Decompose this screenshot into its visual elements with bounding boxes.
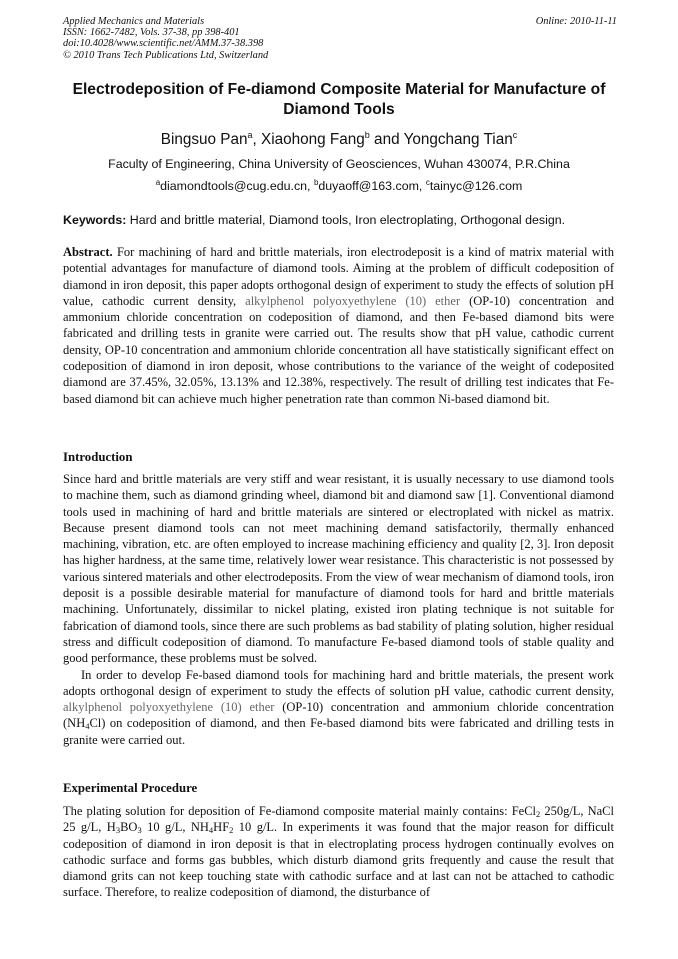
exp-text: The plating solution for deposition of Fe-diamond composite material mainly contains: FeCl (63, 804, 537, 818)
exp-text: 10 g/L, NH (141, 820, 209, 835)
author-2-mark: b (364, 130, 370, 140)
introduction-paragraph-1: Since hard and brittle materials are very stiff and wear resistant, it is usually necessary to use diamond tools to machine them, such as diamond grinding wheel, diamond bit and diamond saw [1]. Conventional diamond tools used in machining of hard and brittle materials are sintered or electroplated with nickel as matrix. Because present diamond tools can not meet machining demand satisfactorily, thermally enhanced machining, vibration, etc. are often employed to increase machining efficiency and quality [2, 3]. Iron deposit has higher hardness, at the same time, relatively lower wear resistance. This characteristic is not possessed by various sintered materials and other electrodeposits. From the view of wear mechanism of diamond tools, iron deposit is a possible desirable material for manufacture of diamond tools for hard and brittle materials machining. Unfortunately, dissimilar to nickel plating, existed iron plating technique is not suitable for fabrication of diamond tools, since there are such problems as bad stability of plating solution, higher residual stress and difficult codeposition of diamond. To manufacture Fe-based diamond tools of stable quality and good performance, these problems must be solved. (63, 472, 614, 666)
experimental-paragraph-1 (63, 803, 614, 901)
subscript: 3 (115, 825, 121, 836)
subscript: 4 (85, 721, 90, 732)
author-separator: and (369, 131, 404, 149)
experimental-heading: Experimental Procedure (63, 781, 198, 795)
paper-title: Electrodeposition of Fe-diamond Composite Material for Manufacture of Diamond Tools (72, 81, 606, 118)
abstract-text: (OP-10) concentration and ammonium chloride concentration on codeposition of diamond, and then Fe-based diamond bits were fabricated and drilling tests in granite were carried out. The results show that pH value, cathodic current density, OP-10 concentration and ammonium chloride concentration all have statistically significant effect on codeposition of diamond in iron deposit, whose contributions to the variance of the weight of codeposited diamond are 37.45%, 32.05%, 13.13% and 12.38%, respectively. The result of drilling test indicates that Fe-based diamond bit can achieve much higher penetration rate than common Ni-based diamond bit. (63, 293, 614, 406)
introduction-heading: Introduction (63, 450, 133, 464)
exp-text: BO (120, 820, 138, 835)
intro-highlight: alkylphenol polyoxyethylene (10) ether (63, 700, 275, 715)
exp-text: 10 g/L. In experiments it was found that the major reason for difficult codeposition of diamond in iron deposit is that in electroplating process hydrogen continually evolves on cathodic surface and forms gas bubbles, which disturb diamond grits frequently and cause the result that diamond grits can not keep touching state with cathodic surface and at last can not be attached to cathodic surface. Therefore, to realize codeposition of diamond, the disturbance of (63, 820, 614, 900)
author-3-mark: c (512, 130, 518, 140)
keywords (63, 213, 623, 227)
journal-name: Applied Mechanics and Materials (63, 16, 205, 27)
journal-header (63, 16, 617, 61)
email-a[interactable]: diamondtools@cug.edu.cn, (160, 179, 314, 194)
subscript: 4 (208, 825, 214, 836)
abstract (63, 244, 614, 407)
exp-text: HF (213, 820, 230, 835)
keywords-label: Keywords: (63, 213, 127, 227)
abstract-highlight: alkylphenol polyoxyethylene (10) ether (245, 293, 461, 308)
email-mark: a (155, 178, 161, 187)
author-list (40, 130, 638, 149)
subscript: 2 (536, 809, 541, 819)
introduction-paragraph-2 (63, 667, 614, 748)
abstract-label: Abstract. (63, 245, 113, 259)
abstract-text: For machining of hard and brittle materials, iron electrodeposit is a kind of matrix material with potential advantages for manufacture of diamond tools. Aiming at the problem of difficult codeposition of diamond in iron deposit, this paper adopts orthogonal design of experiment to study the effects of solution pH value, cathodic current density, (63, 245, 614, 308)
keywords-text: Hard and brittle material, Diamond tools, Iron electroplating, Orthogonal design. (126, 213, 566, 227)
email-mark: c (425, 178, 430, 187)
online-date: Online: 2010-11-11 (535, 16, 617, 27)
author-1-mark: a (247, 130, 253, 140)
author-emails (40, 178, 638, 193)
copyright-line: © 2010 Trans Tech Publications Ltd, Switzerland (63, 49, 269, 61)
exp-text: 250g/L, NaCl 25 g/L, H (63, 804, 614, 835)
author-2: Xiaohong Fang (261, 131, 365, 149)
author-separator: , (252, 131, 262, 149)
intro-text: Cl) on codeposition of diamond, and then Fe-based diamond bits were fabricated and drilling tests in granite were carried out. (63, 716, 614, 747)
issn-line: ISSN: 1662-7482, Vols. 37-38, pp 398-401 (63, 27, 240, 39)
affiliation: Faculty of Engineering, China University of Geosciences, Wuhan 430074, P.R.China (108, 157, 570, 171)
subscript: 2 (229, 825, 234, 836)
subscript: 3 (137, 825, 142, 836)
email-mark: b (313, 178, 319, 187)
introduction-body (63, 471, 614, 748)
author-1: Bingsuo Pan (160, 131, 248, 149)
author-3: Yongchang Tian (403, 131, 513, 149)
email-b[interactable]: duyaoff@163.com, (318, 179, 426, 194)
experimental-body (63, 803, 614, 901)
intro-text: In order to develop Fe-based diamond tools for machining hard and brittle materials, the present work adopts orthogonal design of experiment to study the effects of solution pH value, cathodic current density, (63, 667, 614, 698)
doi-line: doi:10.4028/www.scientific.net/AMM.37-38.398 (63, 38, 264, 50)
email-c[interactable]: tainyc@126.com (429, 179, 523, 194)
intro-text: (OP-10) concentration and ammonium chloride concentration (NH (63, 700, 614, 731)
